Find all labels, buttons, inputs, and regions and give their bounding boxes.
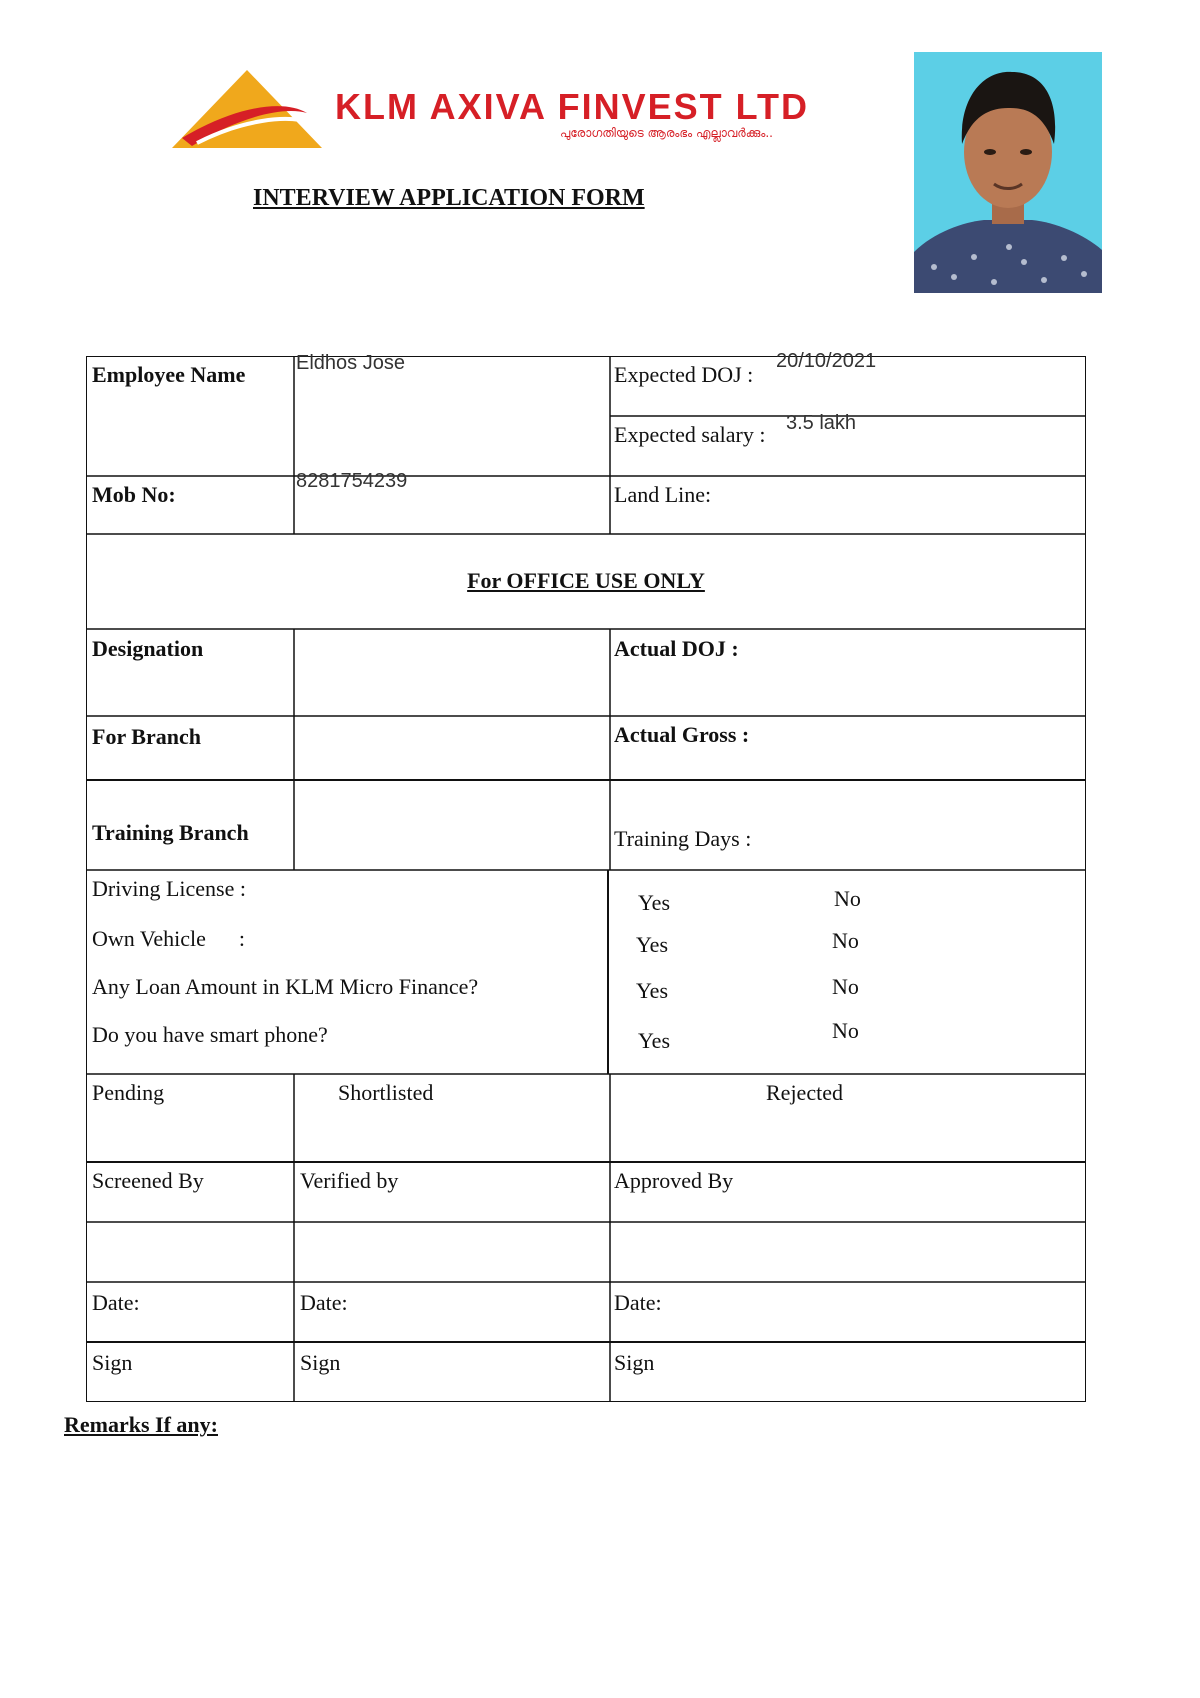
question-loan-amount: Any Loan Amount in KLM Micro Finance?	[92, 974, 479, 999]
expected-salary-value[interactable]: 3.5 lakh	[786, 412, 857, 434]
verified-date-label: Date:	[300, 1290, 348, 1315]
employee-name-value[interactable]: Eldhos Jose	[296, 352, 405, 374]
loan-amount-no[interactable]: No	[832, 974, 859, 999]
approved-by-label: Approved By	[614, 1168, 734, 1193]
company-name: KLM AXIVA FINVEST LTD	[335, 86, 809, 127]
status-rejected[interactable]: Rejected	[766, 1080, 843, 1105]
screened-sign-label: Sign	[92, 1350, 133, 1375]
screened-by-label: Screened By	[92, 1168, 204, 1193]
form-title: INTERVIEW APPLICATION FORM	[253, 185, 645, 211]
smart-phone-yes[interactable]: Yes	[638, 1028, 671, 1053]
own-vehicle-yes[interactable]: Yes	[636, 932, 669, 957]
smart-phone-no[interactable]: No	[832, 1018, 859, 1043]
remarks-label: Remarks If any:	[64, 1412, 218, 1437]
question-own-vehicle: Own Vehicle :	[92, 926, 245, 951]
mob-no-label: Mob No:	[92, 482, 176, 507]
verified-by-label: Verified by	[300, 1168, 399, 1193]
status-pending[interactable]: Pending	[92, 1080, 165, 1105]
own-vehicle-no[interactable]: No	[832, 928, 859, 953]
actual-gross-label: Actual Gross :	[614, 722, 750, 747]
applicant-photo	[914, 52, 1102, 293]
expected-salary-label: Expected salary :	[614, 422, 766, 447]
landline-label: Land Line:	[614, 482, 712, 507]
training-branch-label: Training Branch	[92, 820, 249, 845]
actual-doj-label: Actual DOJ :	[614, 636, 739, 661]
loan-amount-yes[interactable]: Yes	[636, 978, 669, 1003]
designation-label: Designation	[92, 636, 204, 661]
mob-no-value[interactable]: 8281754239	[296, 470, 408, 492]
driving-license-yes[interactable]: Yes	[638, 890, 671, 915]
office-use-title: For OFFICE USE ONLY	[467, 568, 705, 593]
screened-date-label: Date:	[92, 1290, 140, 1315]
training-days-label: Training Days :	[614, 826, 752, 851]
approved-sign-label: Sign	[614, 1350, 655, 1375]
for-branch-label: For Branch	[92, 724, 201, 749]
question-smart-phone: Do you have smart phone?	[92, 1022, 328, 1047]
company-tagline: പുരോഗതിയുടെ ആരംഭം എല്ലാവർക്കും..	[560, 126, 773, 140]
status-shortlisted[interactable]: Shortlisted	[338, 1080, 434, 1105]
expected-doj-value[interactable]: 20/10/2021	[776, 350, 877, 372]
driving-license-no[interactable]: No	[834, 886, 861, 911]
approved-date-label: Date:	[614, 1290, 662, 1315]
question-driving-license: Driving License :	[92, 876, 246, 901]
employee-name-label: Employee Name	[92, 362, 246, 387]
expected-doj-label: Expected DOJ :	[614, 362, 754, 387]
verified-sign-label: Sign	[300, 1350, 341, 1375]
